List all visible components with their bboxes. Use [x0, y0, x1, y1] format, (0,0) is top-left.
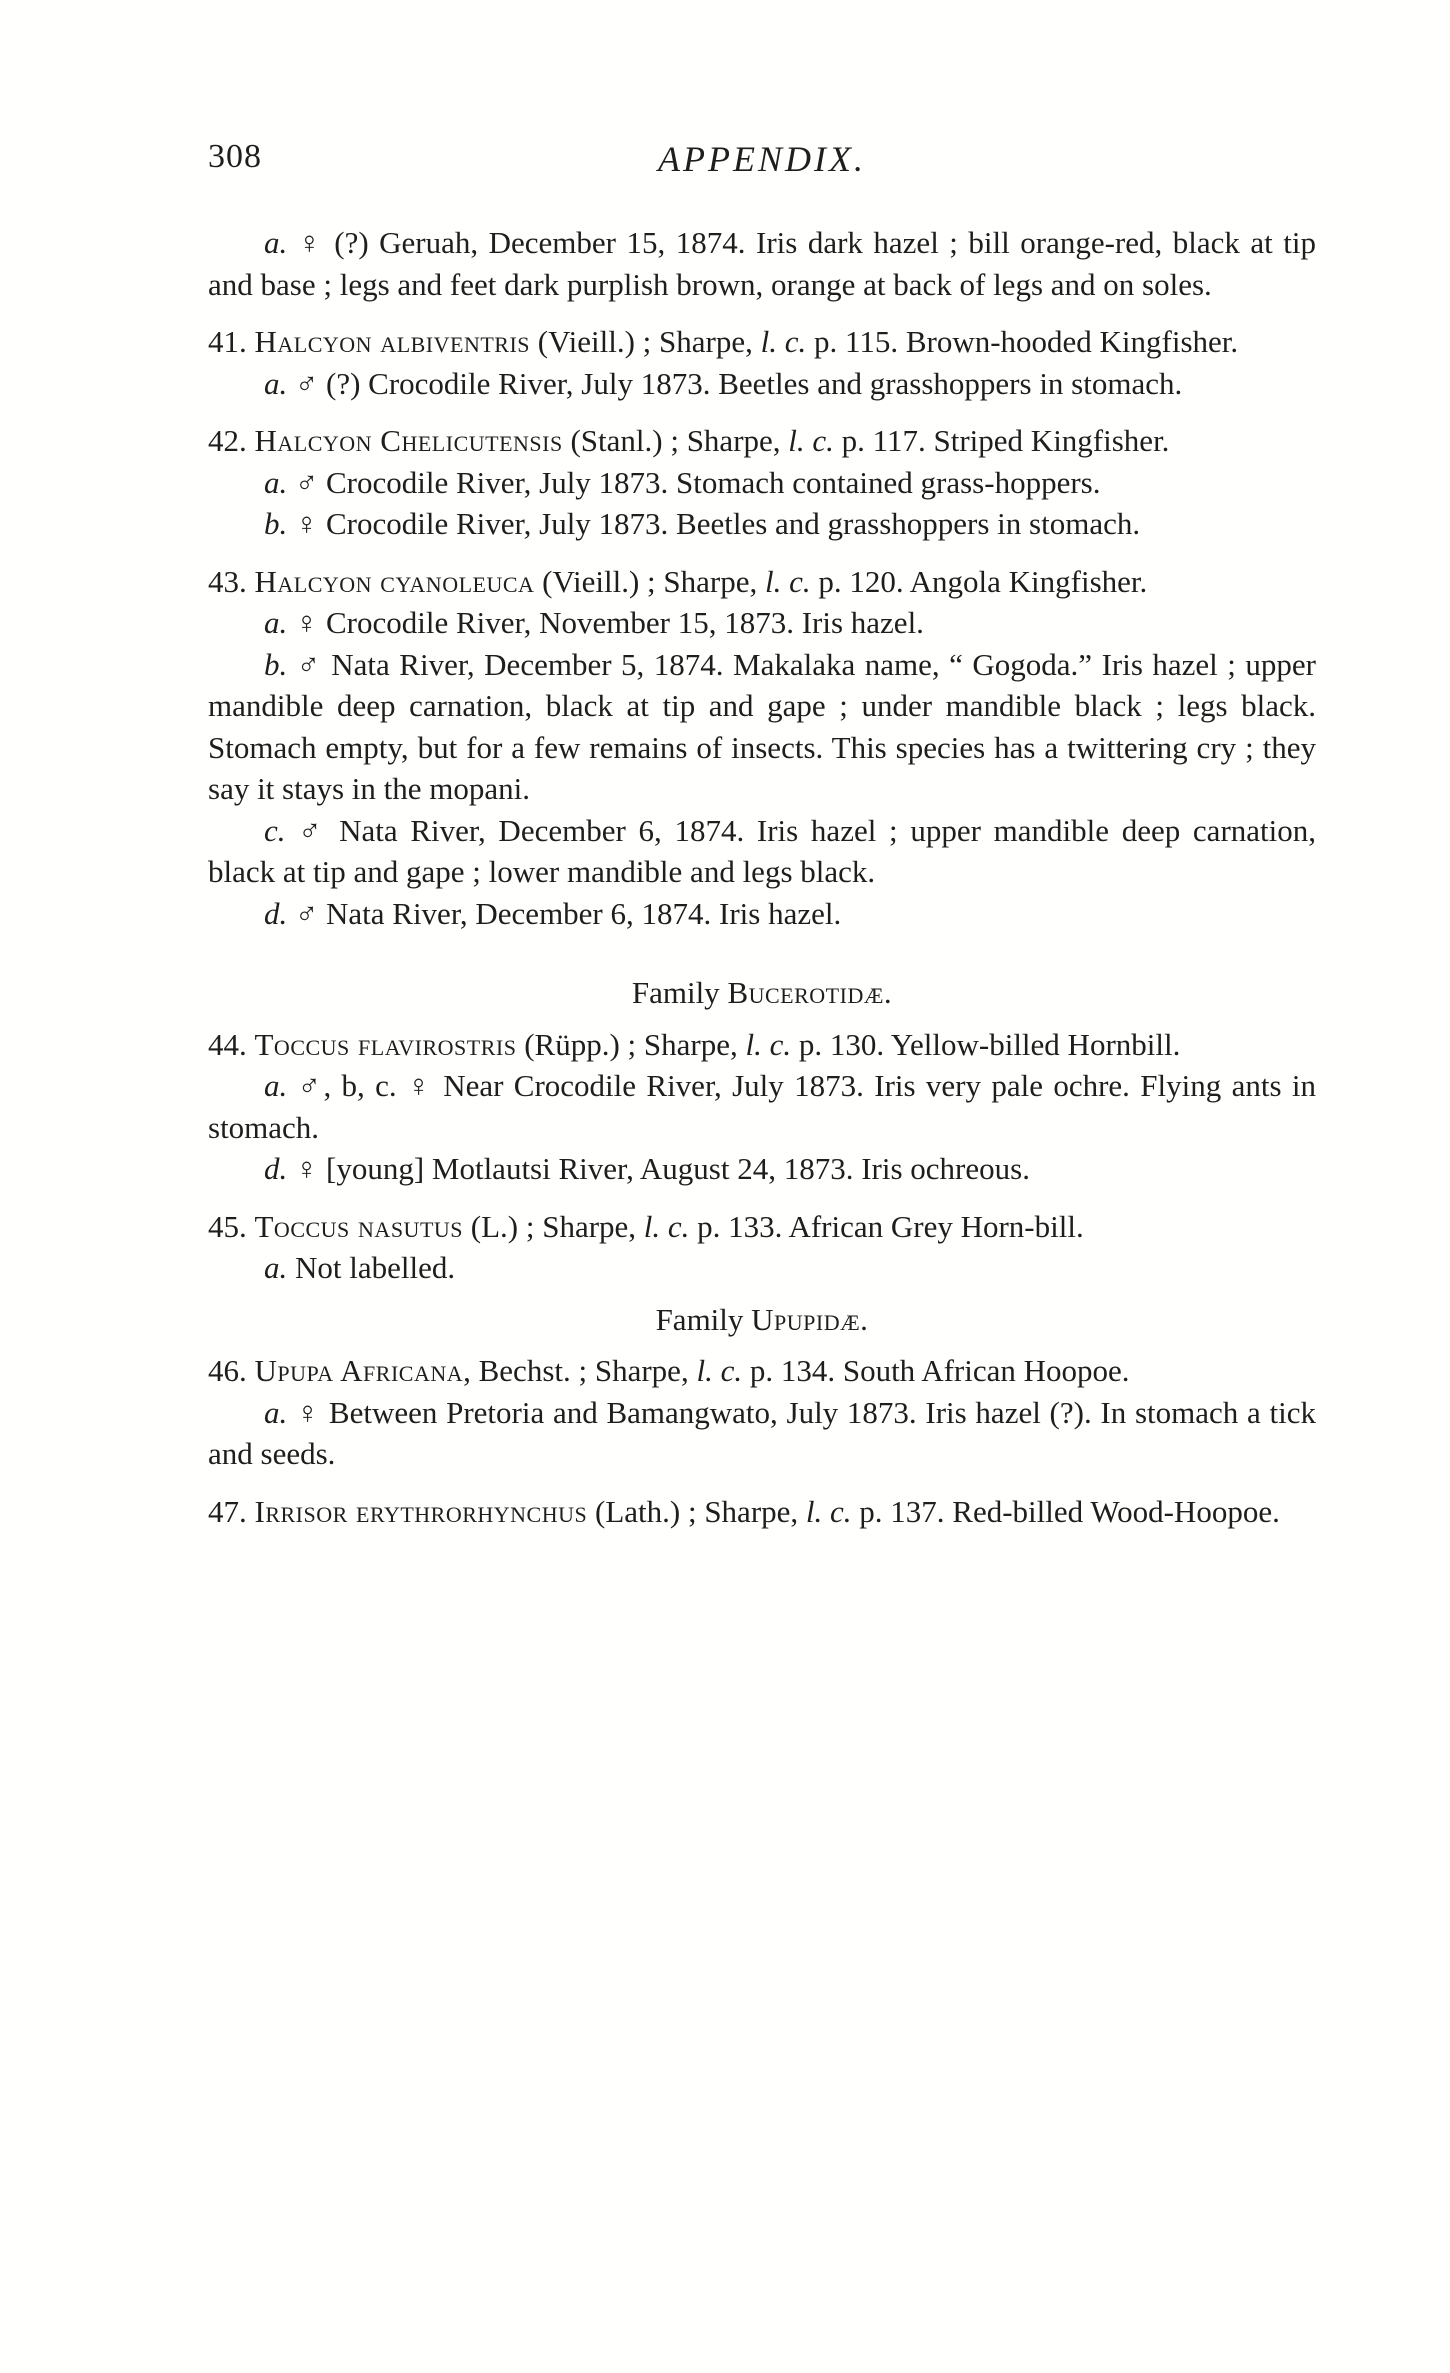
specimen-letter: a.	[264, 365, 288, 401]
species-description: p. 120. Angola Kingfisher.	[810, 563, 1148, 599]
specimen-text: ♀ Between Pretoria and Bamangwato, July 1873. Iris hazel (?). In stomach a tick and seeds.	[208, 1394, 1316, 1471]
species-number: 43.	[208, 563, 255, 599]
species-authority: (Lath.) ; Sharpe,	[587, 1493, 806, 1529]
family-name: Upupidæ.	[751, 1301, 869, 1337]
species-number: 45.	[208, 1208, 255, 1244]
species-name: Toccus nasutus	[254, 1208, 464, 1244]
running-head: APPENDIX.	[658, 139, 866, 179]
family-name: Bucerotidæ.	[727, 975, 893, 1010]
species-reference: l. c.	[788, 423, 834, 458]
specimen-letter: a.	[264, 1250, 288, 1285]
specimen-entry	[208, 1065, 1316, 1148]
specimen-text: ♂ Nata River, December 5, 1874. Makalaka name, “ Gogoda.” Iris hazel ; upper mandible deep carnation, black at tip and gape ; under mandible black ; legs black. Stomach empty, but for a few remains of insects. This species has a twittering cry ; they say it stays in the mopani.	[208, 646, 1316, 806]
family-prefix: Family	[655, 1301, 752, 1337]
species-number: 46.	[208, 1353, 255, 1388]
specimen-entry	[208, 363, 1316, 405]
species-name: Irrisor erythrorhynchus	[254, 1493, 588, 1529]
species-entry	[208, 1206, 1316, 1248]
specimen-letter: d.	[264, 1151, 288, 1186]
species-name: Halcyon cyanoleuca	[254, 563, 535, 599]
specimen-letter: a.	[264, 1394, 288, 1430]
specimen-entry	[208, 644, 1316, 810]
specimen-text: ♂ Crocodile River, July 1873. Stomach contained grass-hoppers.	[287, 464, 1101, 500]
specimen-entry	[208, 893, 1316, 935]
body-text	[208, 222, 1316, 1532]
specimen-entry	[208, 810, 1316, 893]
species-description: p. 130. Yellow-billed Hornbill.	[791, 1026, 1181, 1062]
species-description: p. 115. Brown-hooded Kingfisher.	[806, 324, 1239, 359]
species-number: 44.	[208, 1026, 255, 1062]
page-header	[208, 138, 1316, 188]
specimen-text: ♂, b, c. ♀ Near Crocodile River, July 1873. Iris very pale ochre. Flying ants in stomach.	[208, 1068, 1316, 1145]
species-number: 47.	[208, 1493, 255, 1529]
specimen-entry	[208, 1247, 1316, 1289]
species-reference: l. c.	[745, 1026, 792, 1062]
species-description: p. 133. African Grey Horn-bill.	[689, 1208, 1084, 1244]
species-entry	[208, 561, 1316, 603]
species-reference: l. c.	[696, 1353, 743, 1388]
species-authority: (L.) ; Sharpe,	[463, 1208, 644, 1244]
species-reference: l. c.	[643, 1208, 690, 1244]
species-authority: (Vieill.) ; Sharpe,	[530, 324, 761, 359]
specimen-entry	[208, 1392, 1316, 1475]
specimen-text: ♂ Nata River, December 6, 1874. Iris hazel.	[287, 895, 842, 931]
species-description: p. 137. Red-billed Wood-Hoopoe.	[851, 1493, 1280, 1529]
species-description: p. 134. South African Hoopoe.	[742, 1353, 1130, 1388]
specimen-entry	[208, 222, 1316, 305]
specimen-entry	[208, 503, 1316, 545]
species-entry	[208, 1491, 1316, 1533]
species-entry	[208, 420, 1316, 462]
specimen-text: Not labelled.	[287, 1250, 456, 1285]
specimen-letter: d.	[264, 895, 288, 931]
specimen-text: ♂ Nata River, December 6, 1874. Iris hazel ; upper mandible deep carnation, black at tip and gape ; lower mandible and legs black.	[208, 812, 1316, 889]
specimen-letter: b.	[264, 646, 288, 682]
family-prefix: Family	[631, 975, 728, 1010]
species-reference: l. c.	[805, 1493, 852, 1529]
family-heading	[208, 972, 1316, 1014]
specimen-text: ♀ [young] Motlautsi River, August 24, 1873. Iris ochreous.	[287, 1151, 1030, 1186]
species-name: Upupa Africana	[254, 1353, 464, 1388]
specimen-letter: a.	[264, 464, 288, 500]
specimen-text: ♀ Crocodile River, July 1873. Beetles and grasshoppers in stomach.	[287, 506, 1141, 541]
specimen-text: ♀ (?) Geruah, December 15, 1874. Iris dark hazel ; bill orange-red, black at tip and base ; legs and feet dark purplish brown, orange at back of legs and on soles.	[208, 225, 1316, 302]
specimen-letter: a.	[264, 1068, 288, 1103]
species-entry	[208, 1350, 1316, 1392]
page-number: 308	[208, 138, 262, 175]
species-authority: (Rüpp.) ; Sharpe,	[516, 1026, 746, 1062]
species-reference: l. c.	[760, 324, 807, 359]
species-entry	[208, 1024, 1316, 1066]
species-entry	[208, 321, 1316, 363]
specimen-entry	[208, 602, 1316, 644]
specimen-letter: b.	[264, 506, 288, 541]
family-heading	[208, 1299, 1316, 1341]
specimen-text: ♂ (?) Crocodile River, July 1873. Beetles and grasshoppers in stomach.	[287, 365, 1183, 401]
specimen-letter: a.	[264, 605, 288, 640]
species-authority: , Bechst. ; Sharpe,	[463, 1353, 697, 1388]
species-name: Halcyon Chelicutensis	[254, 423, 563, 458]
species-name: Halcyon albiventris	[254, 324, 531, 359]
species-number: 41.	[208, 324, 255, 359]
specimen-entry	[208, 1148, 1316, 1190]
specimen-letter: c.	[264, 812, 286, 848]
species-authority: (Vieill.) ; Sharpe,	[534, 563, 765, 599]
specimen-letter: a.	[264, 225, 288, 260]
specimen-entry	[208, 462, 1316, 504]
species-name: Toccus flavirostris	[254, 1026, 517, 1062]
species-authority: (Stanl.) ; Sharpe,	[562, 423, 789, 458]
specimen-text: ♀ Crocodile River, November 15, 1873. Iris hazel.	[287, 605, 924, 640]
species-number: 42.	[208, 423, 255, 458]
species-description: p. 117. Striped Kingfisher.	[833, 423, 1170, 458]
species-reference: l. c.	[765, 563, 811, 599]
